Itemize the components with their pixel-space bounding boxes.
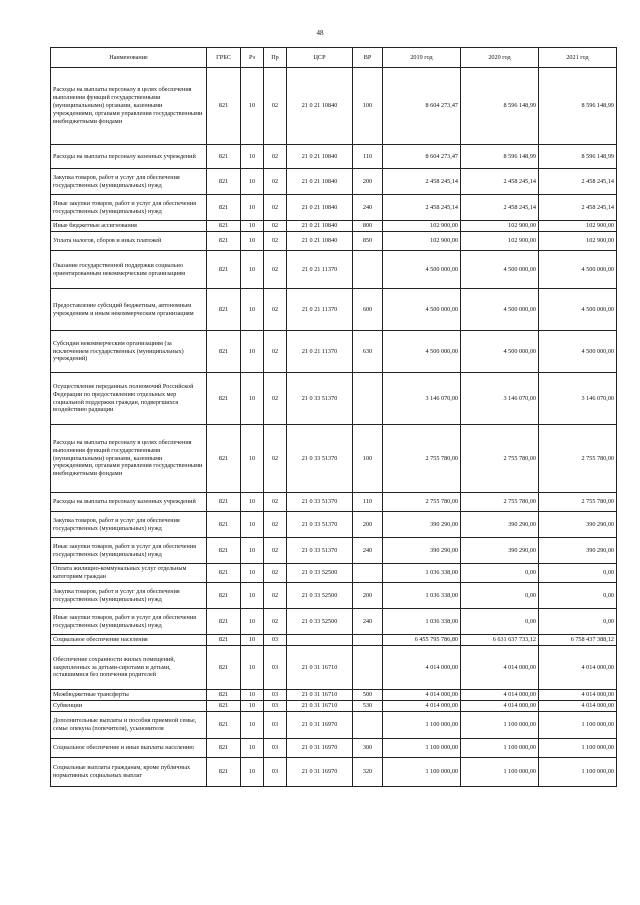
table-row [51,646,617,690]
cell-csr: 21 0 33 52500 [287,609,353,635]
cell-2021: 0,00 [539,564,617,583]
cell-vr: 110 [353,493,383,512]
cell-csr: 21 0 31 16970 [287,712,353,739]
cell-csr: 21 0 21 10840 [287,232,353,251]
cell-csr: 21 0 21 10840 [287,145,353,169]
cell-rz: 10 [241,646,264,690]
cell-rz: 10 [241,251,264,289]
cell-csr: 21 0 31 16710 [287,701,353,712]
cell-name: Социальные выплаты гражданам, кроме публичных нормативных социальных выплат [51,758,207,787]
cell-rz: 10 [241,232,264,251]
cell-2021: 4 014 000,00 [539,690,617,701]
cell-csr: 21 0 33 51370 [287,493,353,512]
cell-rz: 10 [241,635,264,646]
cell-grbs: 821 [207,331,241,373]
table-row [51,425,617,493]
table-row [51,145,617,169]
cell-rz: 10 [241,195,264,221]
table-row [51,373,617,425]
cell-csr: 21 0 31 16970 [287,758,353,787]
cell-name: Социальное обеспечение и иные выплаты населению [51,739,207,758]
header-2019: 2019 год [383,48,461,68]
cell-vr: 600 [353,289,383,331]
cell-vr: 530 [353,701,383,712]
cell-2020: 4 500 000,00 [461,289,539,331]
cell-pr: 02 [264,195,287,221]
cell-name: Оказание государственной поддержки социально ориентированным некоммерческим организациям [51,251,207,289]
cell-name: Закупка товаров, работ и услуг для обеспечения государственных (муниципальных) нужд [51,583,207,609]
cell-grbs: 821 [207,564,241,583]
cell-vr: 800 [353,221,383,232]
table-row [51,251,617,289]
cell-2020: 0,00 [461,609,539,635]
cell-name: Межбюджетные трансферты [51,690,207,701]
cell-rz: 10 [241,169,264,195]
cell-pr: 02 [264,251,287,289]
cell-rz: 10 [241,145,264,169]
cell-2020: 8 596 148,99 [461,68,539,145]
cell-vr [353,251,383,289]
header-csr: ЦСР [287,48,353,68]
cell-vr [353,646,383,690]
cell-2021: 4 500 000,00 [539,289,617,331]
cell-2021: 0,00 [539,583,617,609]
cell-2020: 8 596 148,99 [461,145,539,169]
cell-grbs: 821 [207,646,241,690]
header-name: Наименование [51,48,207,68]
page-number: 48 [316,29,324,37]
cell-grbs: 821 [207,169,241,195]
cell-grbs: 821 [207,493,241,512]
cell-name: Расходы на выплаты персоналу казенных учреждений [51,145,207,169]
cell-2021: 2 755 780,00 [539,493,617,512]
cell-name: Расходы на выплаты персоналу казенных учреждений [51,493,207,512]
cell-grbs: 821 [207,609,241,635]
cell-grbs: 821 [207,512,241,538]
cell-rz: 10 [241,68,264,145]
cell-2019: 102 900,00 [383,221,461,232]
cell-2019: 2 458 245,14 [383,169,461,195]
cell-pr: 02 [264,169,287,195]
cell-grbs: 821 [207,425,241,493]
cell-vr: 320 [353,758,383,787]
cell-pr: 03 [264,712,287,739]
cell-csr: 21 0 21 11370 [287,251,353,289]
table-row [51,512,617,538]
cell-2019: 2 755 780,00 [383,425,461,493]
cell-2019: 4 014 000,00 [383,701,461,712]
cell-2020: 4 500 000,00 [461,331,539,373]
table-row [51,68,617,145]
cell-csr: 21 0 31 16710 [287,646,353,690]
cell-2020: 2 458 245,14 [461,195,539,221]
table-row [51,739,617,758]
cell-vr: 850 [353,232,383,251]
cell-2019: 390 290,00 [383,512,461,538]
cell-2020: 1 100 000,00 [461,739,539,758]
cell-name: Предоставление субсидий бюджетным, автономным учреждениям и иным некоммерческим организациям [51,289,207,331]
cell-name: Обеспечение сохранности жилых помещений, закрепленных за детьми-сиротами и детьми, оставшимися без попечения родителей [51,646,207,690]
header-grbs: ГРБС [207,48,241,68]
cell-grbs: 821 [207,712,241,739]
header-2021: 2021 год [539,48,617,68]
cell-2019: 1 100 000,00 [383,712,461,739]
cell-2021: 4 014 000,00 [539,646,617,690]
cell-rz: 10 [241,512,264,538]
cell-2021: 390 290,00 [539,538,617,564]
cell-2021: 1 100 000,00 [539,712,617,739]
cell-csr: 21 0 31 16710 [287,690,353,701]
cell-2019: 102 900,00 [383,232,461,251]
cell-vr: 200 [353,512,383,538]
cell-rz: 10 [241,701,264,712]
cell-pr: 03 [264,690,287,701]
cell-vr [353,712,383,739]
cell-grbs: 821 [207,739,241,758]
cell-2019: 1 100 000,00 [383,739,461,758]
cell-2020: 2 755 780,00 [461,425,539,493]
cell-2020: 3 146 070,00 [461,373,539,425]
cell-grbs: 821 [207,635,241,646]
cell-2020: 1 100 000,00 [461,758,539,787]
cell-rz: 10 [241,221,264,232]
cell-pr: 02 [264,232,287,251]
cell-2019: 1 100 000,00 [383,758,461,787]
cell-pr: 02 [264,289,287,331]
cell-grbs: 821 [207,538,241,564]
cell-2020: 4 014 000,00 [461,690,539,701]
table-row [51,169,617,195]
cell-pr: 02 [264,221,287,232]
cell-pr: 02 [264,145,287,169]
cell-grbs: 821 [207,373,241,425]
cell-2021: 8 596 148,99 [539,68,617,145]
cell-2019: 8 604 273,47 [383,68,461,145]
header-2020: 2020 год [461,48,539,68]
cell-pr: 03 [264,739,287,758]
cell-pr: 02 [264,564,287,583]
cell-pr: 02 [264,425,287,493]
cell-name: Уплата налогов, сборов и иных платежей [51,232,207,251]
cell-rz: 10 [241,331,264,373]
cell-grbs: 821 [207,145,241,169]
cell-rz: 10 [241,538,264,564]
cell-name: Осуществление переданных полномочий Российской Федерации по предоставлению отдельных мер социальной поддержки граждан, подвергшихся воздействию радиации [51,373,207,425]
cell-2021: 102 900,00 [539,232,617,251]
cell-name: Оплата жилищно-коммунальных услуг отдельным категориям граждан [51,564,207,583]
cell-2021: 4 500 000,00 [539,251,617,289]
cell-2019: 3 146 070,00 [383,373,461,425]
cell-pr: 03 [264,701,287,712]
cell-csr: 21 0 33 51370 [287,538,353,564]
cell-rz: 10 [241,758,264,787]
cell-rz: 10 [241,583,264,609]
cell-name: Социальное обеспечение населения [51,635,207,646]
cell-2020: 2 755 780,00 [461,493,539,512]
cell-csr [287,635,353,646]
cell-2021: 1 100 000,00 [539,739,617,758]
table-header-row [51,48,617,68]
cell-vr: 240 [353,195,383,221]
cell-grbs: 821 [207,68,241,145]
cell-pr: 02 [264,493,287,512]
cell-csr: 21 0 33 51370 [287,512,353,538]
cell-2020: 4 500 000,00 [461,251,539,289]
cell-vr: 200 [353,583,383,609]
cell-rz: 10 [241,493,264,512]
cell-2019: 4 500 000,00 [383,289,461,331]
cell-grbs: 821 [207,289,241,331]
table-row [51,493,617,512]
cell-csr: 21 0 31 16970 [287,739,353,758]
cell-2019: 1 036 338,00 [383,609,461,635]
table-row [51,758,617,787]
header-vr: ВР [353,48,383,68]
cell-name: Закупка товаров, работ и услуг для обеспечения государственных (муниципальных) нужд [51,512,207,538]
table-row [51,331,617,373]
header-rz: Рз [241,48,264,68]
cell-pr: 02 [264,538,287,564]
cell-grbs: 821 [207,583,241,609]
cell-vr: 630 [353,331,383,373]
cell-pr: 02 [264,609,287,635]
cell-pr: 02 [264,512,287,538]
cell-2019: 4 500 000,00 [383,331,461,373]
cell-vr [353,564,383,583]
cell-2020: 1 100 000,00 [461,712,539,739]
table-row [51,221,617,232]
cell-2021: 2 458 245,14 [539,169,617,195]
cell-name: Расходы на выплаты персоналу в целях обеспечения выполнения функций государственными (муниципальными) органами, казенными учреждениями, органами управления государственными внебюджетными фондами [51,68,207,145]
cell-csr: 21 0 33 51370 [287,425,353,493]
cell-2021: 0,00 [539,609,617,635]
cell-2020: 6 631 637 733,12 [461,635,539,646]
cell-2021: 102 900,00 [539,221,617,232]
cell-vr: 240 [353,538,383,564]
cell-2021: 2 755 780,00 [539,425,617,493]
cell-rz: 10 [241,739,264,758]
cell-rz: 10 [241,425,264,493]
cell-2019: 2 755 780,00 [383,493,461,512]
cell-2020: 2 458 245,14 [461,169,539,195]
cell-vr: 200 [353,169,383,195]
cell-2020: 102 900,00 [461,221,539,232]
cell-csr: 21 0 21 11370 [287,331,353,373]
cell-csr: 21 0 33 52500 [287,564,353,583]
cell-pr: 03 [264,635,287,646]
cell-grbs: 821 [207,195,241,221]
cell-2020: 390 290,00 [461,512,539,538]
cell-csr: 21 0 21 11370 [287,289,353,331]
cell-vr: 110 [353,145,383,169]
cell-2019: 6 455 795 786,80 [383,635,461,646]
cell-2021: 3 146 070,00 [539,373,617,425]
table-row [51,690,617,701]
table-row [51,712,617,739]
cell-pr: 02 [264,331,287,373]
cell-grbs: 821 [207,221,241,232]
cell-name: Иные закупки товаров, работ и услуг для обеспечения государственных (муниципальных) нужд [51,195,207,221]
cell-csr: 21 0 21 10840 [287,169,353,195]
cell-rz: 10 [241,712,264,739]
cell-pr: 02 [264,68,287,145]
cell-2019: 4 014 000,00 [383,646,461,690]
cell-name: Субсидии некоммерческим организациям (за исключением государственных (муниципальных) учреждений) [51,331,207,373]
cell-name: Закупка товаров, работ и услуг для обеспечения государственных (муниципальных) нужд [51,169,207,195]
cell-csr: 21 0 21 10840 [287,195,353,221]
cell-pr: 02 [264,583,287,609]
budget-table [50,47,617,787]
cell-vr: 300 [353,739,383,758]
cell-2021: 4 014 000,00 [539,701,617,712]
cell-vr: 100 [353,68,383,145]
table-row [51,701,617,712]
cell-rz: 10 [241,609,264,635]
cell-2021: 4 500 000,00 [539,331,617,373]
cell-2019: 1 036 338,00 [383,583,461,609]
cell-name: Расходы на выплаты персоналу в целях обеспечения выполнения функций государственными (муниципальными) органами, казенными учреждениями, органами управления государственными внебюджетными фондами [51,425,207,493]
cell-2019: 390 290,00 [383,538,461,564]
cell-vr [353,373,383,425]
cell-name: Иные закупки товаров, работ и услуг для обеспечения государственных (муниципальных) нужд [51,538,207,564]
cell-csr: 21 0 33 51370 [287,373,353,425]
cell-2019: 8 604 273,47 [383,145,461,169]
cell-2020: 102 900,00 [461,232,539,251]
table-row [51,289,617,331]
cell-2020: 4 014 000,00 [461,646,539,690]
cell-2019: 2 458 245,14 [383,195,461,221]
cell-grbs: 821 [207,701,241,712]
cell-2020: 390 290,00 [461,538,539,564]
table-row [51,538,617,564]
table-row [51,609,617,635]
cell-rz: 10 [241,690,264,701]
cell-2019: 4 014 000,00 [383,690,461,701]
cell-2020: 4 014 000,00 [461,701,539,712]
table-row [51,195,617,221]
cell-2019: 1 036 338,00 [383,564,461,583]
cell-2019: 4 500 000,00 [383,251,461,289]
cell-grbs: 821 [207,758,241,787]
cell-vr: 500 [353,690,383,701]
cell-2021: 8 596 148,99 [539,145,617,169]
cell-name: Дополнительные выплаты и пособия приемной семье, семье опекуна (попечителя), усыновителя [51,712,207,739]
table-row [51,583,617,609]
cell-vr: 100 [353,425,383,493]
cell-pr: 03 [264,646,287,690]
cell-vr [353,635,383,646]
table-row [51,564,617,583]
cell-name: Иные бюджетные ассигнования [51,221,207,232]
cell-rz: 10 [241,564,264,583]
cell-vr: 240 [353,609,383,635]
cell-2021: 390 290,00 [539,512,617,538]
cell-2021: 6 758 437 388,12 [539,635,617,646]
cell-csr: 21 0 21 10840 [287,221,353,232]
table-body [51,68,617,787]
cell-2020: 0,00 [461,564,539,583]
cell-2020: 0,00 [461,583,539,609]
cell-grbs: 821 [207,232,241,251]
table-row [51,232,617,251]
cell-grbs: 821 [207,251,241,289]
cell-grbs: 821 [207,690,241,701]
table-row [51,635,617,646]
cell-name: Иные закупки товаров, работ и услуг для обеспечения государственных (муниципальных) нужд [51,609,207,635]
cell-2021: 1 100 000,00 [539,758,617,787]
cell-csr: 21 0 21 10840 [287,68,353,145]
cell-csr: 21 0 33 52500 [287,583,353,609]
cell-rz: 10 [241,373,264,425]
cell-pr: 03 [264,758,287,787]
cell-2021: 2 458 245,14 [539,195,617,221]
cell-name: Субвенции [51,701,207,712]
cell-pr: 02 [264,373,287,425]
header-pr: Пр [264,48,287,68]
cell-rz: 10 [241,289,264,331]
